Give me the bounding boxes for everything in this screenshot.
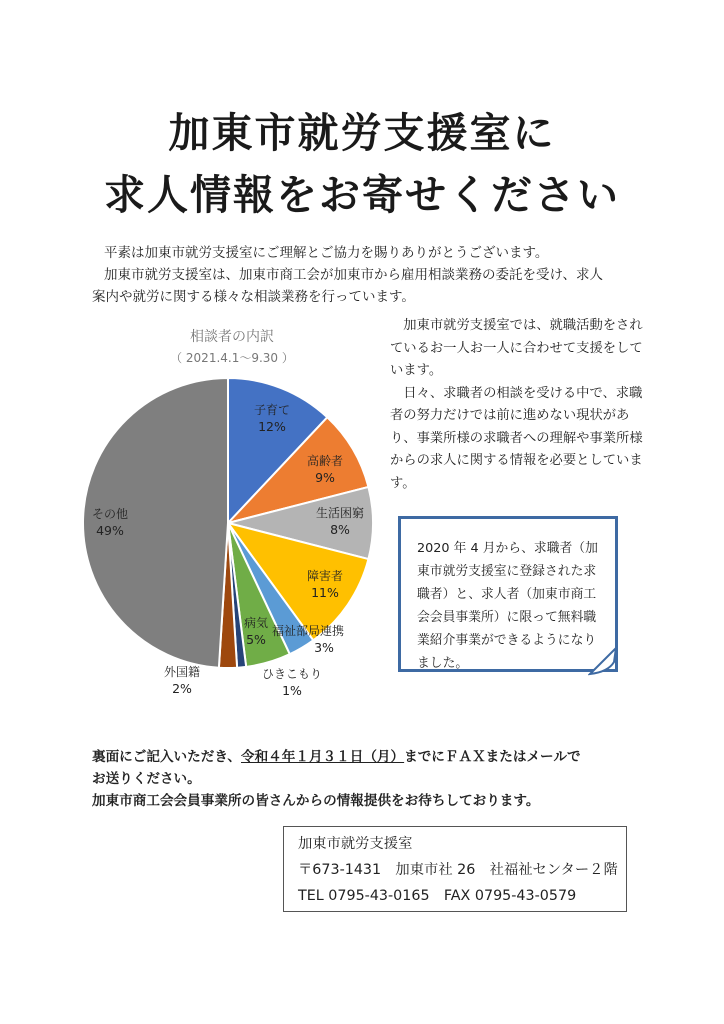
- contact-name: 加東市就労支援室: [298, 836, 413, 852]
- page-title-line1: 加東市就労支援室に: [168, 109, 556, 157]
- intro-line3: [92, 286, 632, 308]
- page-title-line2: 求人情報をお寄せください: [104, 171, 620, 219]
- deadline-text: 令和４年１月３１日（月）: [241, 749, 405, 765]
- pie-label-3: 障害者: [306, 569, 344, 583]
- closing-text-post: までにＦＡＸまたはメールで: [404, 749, 581, 765]
- pie-label-4: 福祉部局連携: [271, 624, 344, 638]
- notice-box: [398, 516, 618, 672]
- pie-label-0: 子育て: [253, 403, 291, 417]
- chart-title: 相談者の内訳: [190, 329, 274, 345]
- chart-period: （ 2021.4.1～9.30 ）: [170, 351, 294, 365]
- contact-box: [283, 826, 627, 912]
- pie-label-7: 外国籍: [163, 665, 201, 679]
- intro-text-3: 案内や就労に関する様々な相談業務を行っています。: [92, 289, 415, 305]
- page-curl-icon: [588, 646, 618, 676]
- intro-line2: [104, 264, 644, 286]
- pie-value-7: 2%: [172, 681, 192, 696]
- pie-chart: [60, 375, 400, 705]
- pie-label-8: その他: [91, 507, 129, 521]
- pie-label-1: 高齢者: [306, 454, 344, 468]
- closing-line2: お送りください。: [92, 771, 201, 787]
- pie-value-2: 8%: [330, 522, 350, 537]
- support-paragraph-2: 日々、求職者の相談を受ける中で、求職者の努力だけでは前に進めない現状があり、事業所様の求職者への理解や事業所様からの求人に関する情報を必要としています。: [390, 385, 643, 491]
- pie-value-8: 49%: [96, 523, 124, 538]
- pie-value-1: 9%: [315, 470, 335, 485]
- pie-label-5: 病気: [243, 616, 269, 630]
- closing-text-pre: 裏面にご記入いただき、: [92, 749, 241, 765]
- support-paragraph-1: 加東市就労支援室では、就職活動をされているお一人お一人に合わせて支援をしています。: [390, 318, 643, 378]
- pie-value-6: 1%: [282, 683, 302, 698]
- pie-value-3: 11%: [311, 585, 339, 600]
- pie-label-2: 生活困窮: [315, 506, 365, 520]
- pie-label-6: ひきこもり: [261, 667, 323, 681]
- pie-value-0: 12%: [258, 419, 286, 434]
- intro-text-2: 加東市就労支援室は、加東市商工会が加東市から雇用相談業務の委託を受け、求人: [104, 267, 603, 283]
- intro-text-1: 平素は加東市就労支援室にご理解とご協力を賜りありがとうございます。: [104, 245, 549, 261]
- intro-line1: [104, 242, 644, 264]
- pie-value-4: 3%: [314, 640, 334, 655]
- support-description: [390, 315, 648, 495]
- pie-value-5: 5%: [246, 632, 266, 647]
- notice-text: 2020 年 4 月から、求職者（加東市就労支援室に登録された求職者）と、求人者（加東市商工会会員事業所）に限って無料職業紹介事業ができるようになりました。: [417, 541, 598, 671]
- contact-address: 〒673-1431 加東市社 26 社福祉センター２階: [298, 862, 618, 878]
- contact-phone: TEL 0795-43-0165 FAX 0795-43-0579: [298, 888, 577, 904]
- closing-line3: 加東市商工会会員事業所の皆さんからの情報提供をお待ちしております。: [92, 793, 540, 809]
- closing-line1: [92, 746, 652, 768]
